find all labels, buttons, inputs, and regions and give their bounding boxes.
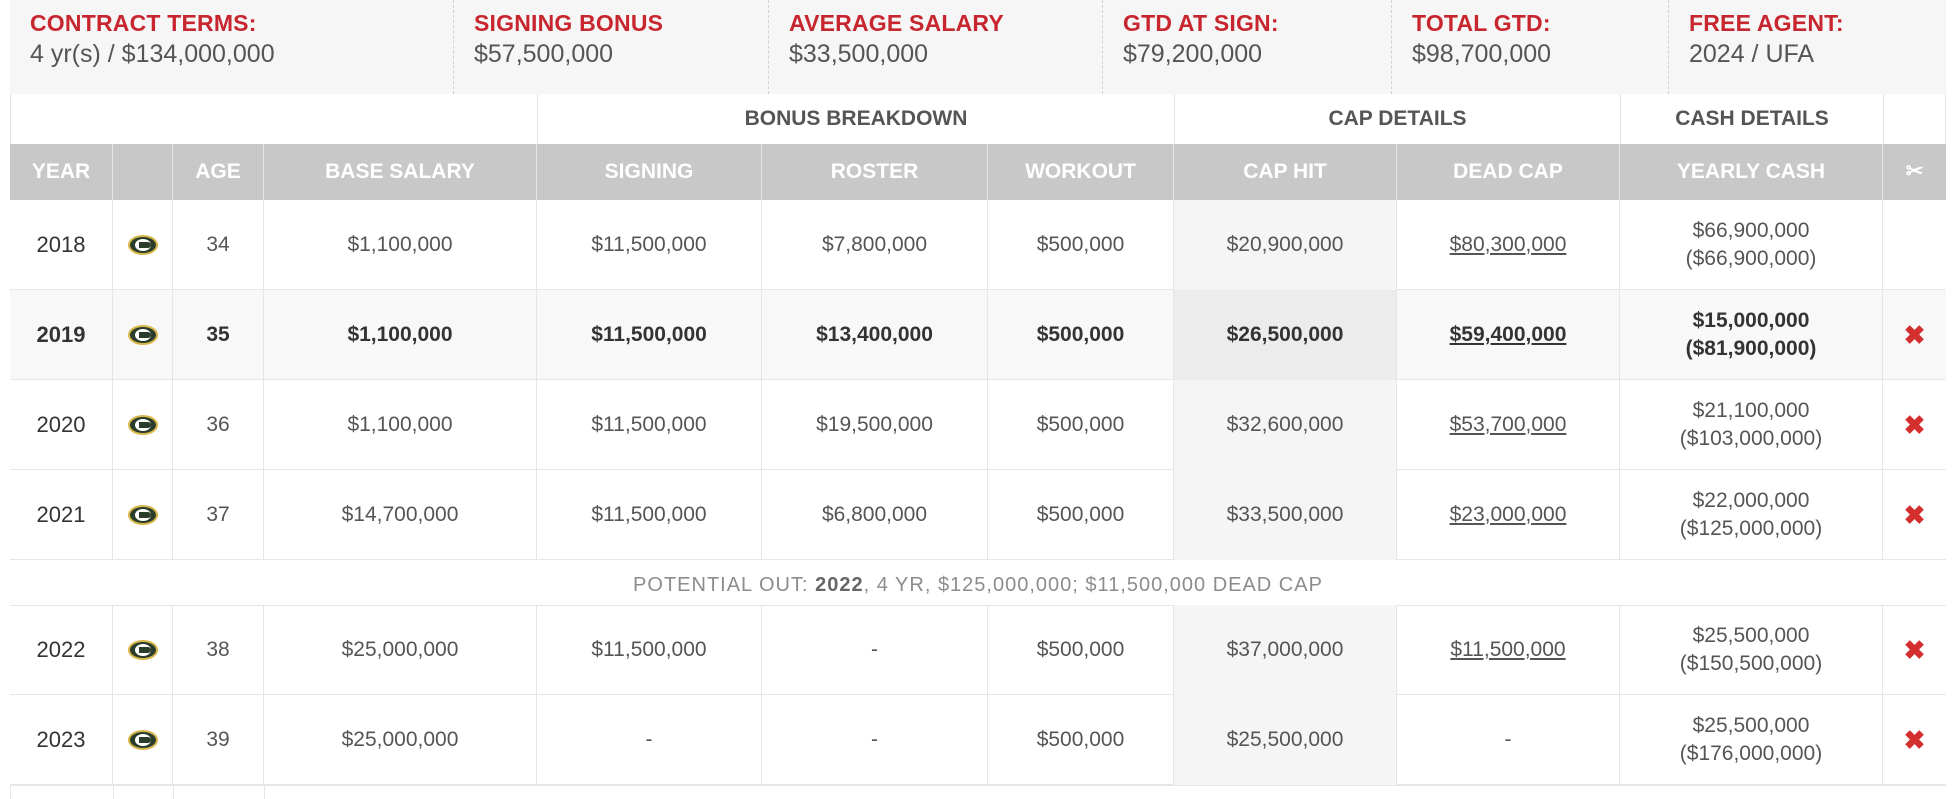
col-roster[interactable]: ROSTER bbox=[762, 144, 988, 200]
potential-out-note bbox=[10, 565, 1946, 606]
cell-base-salary: $1,100,000 bbox=[264, 290, 537, 380]
summary-free-agent bbox=[1669, 0, 1946, 94]
cell-cut bbox=[1883, 380, 1946, 470]
cell-cut bbox=[1883, 470, 1946, 560]
table-row bbox=[10, 605, 1946, 695]
cell-dead-cap bbox=[1397, 200, 1620, 290]
cell-base-salary: $14,700,000 bbox=[264, 470, 537, 560]
cash-value: $25,500,000 bbox=[1692, 714, 1810, 737]
cell-yearly-cash bbox=[1620, 200, 1883, 290]
summary-label: TOTAL GTD: bbox=[1412, 10, 1551, 36]
release-x-icon[interactable]: ✖ bbox=[1903, 725, 1926, 755]
dead-cap-link[interactable]: $59,400,000 bbox=[1449, 323, 1567, 346]
cell-yearly-cash bbox=[1620, 695, 1883, 785]
dead-cap-link[interactable]: $23,000,000 bbox=[1449, 503, 1567, 526]
cell-roster: $13,400,000 bbox=[762, 290, 988, 380]
cell-cut bbox=[1883, 200, 1946, 290]
cell-workout: $500,000 bbox=[988, 290, 1174, 380]
dead-cap-link[interactable]: $11,500,000 bbox=[1450, 638, 1566, 661]
group-header-row bbox=[10, 94, 1946, 144]
cell-workout: $500,000 bbox=[988, 470, 1174, 560]
table-row bbox=[10, 290, 1946, 380]
col-cap-hit[interactable]: CAP HIT bbox=[1174, 144, 1397, 200]
dead-cap-link[interactable]: $80,300,000 bbox=[1449, 233, 1567, 256]
col-signing[interactable]: SIGNING bbox=[537, 144, 762, 200]
potential-out-year: 2022 bbox=[815, 574, 864, 596]
cell-year: 2020 bbox=[10, 380, 113, 470]
cell-roster: $6,800,000 bbox=[762, 470, 988, 560]
cell-roster: - bbox=[762, 605, 988, 695]
summary-label: GTD AT SIGN: bbox=[1123, 10, 1279, 36]
packers-logo-icon bbox=[128, 505, 158, 525]
summary-value: $98,700,000 bbox=[1412, 40, 1552, 68]
cell-roster: - bbox=[762, 695, 988, 785]
cash-cumulative: ($66,900,000) bbox=[1685, 247, 1817, 270]
cell-roster: $19,500,000 bbox=[762, 380, 988, 470]
cash-cumulative: ($103,000,000) bbox=[1679, 427, 1823, 450]
cell-cap-hit: $33,500,000 bbox=[1174, 470, 1397, 560]
col-age[interactable]: AGE bbox=[173, 144, 264, 200]
group-empty bbox=[10, 94, 537, 144]
cell-dead-cap bbox=[1397, 605, 1620, 695]
summary-contract-terms bbox=[10, 0, 454, 94]
table-row-partial bbox=[10, 785, 1946, 799]
cash-cumulative: ($125,000,000) bbox=[1679, 517, 1823, 540]
cash-value: $22,000,000 bbox=[1692, 489, 1810, 512]
release-x-icon[interactable]: ✖ bbox=[1903, 635, 1926, 665]
potential-out-details: , 4 YR, $125,000,000; $11,500,000 DEAD CAP bbox=[863, 574, 1323, 596]
cash-cumulative: ($176,000,000) bbox=[1679, 742, 1823, 765]
packers-logo-icon bbox=[128, 415, 158, 435]
col-yearly-cash[interactable]: YEARLY CASH bbox=[1620, 144, 1883, 200]
cell-cap-hit: $26,500,000 bbox=[1174, 290, 1397, 380]
col-year[interactable]: YEAR bbox=[10, 144, 113, 200]
cell-age: 34 bbox=[173, 200, 264, 290]
release-x-icon[interactable]: ✖ bbox=[1903, 410, 1926, 440]
cash-value: $21,100,000 bbox=[1692, 399, 1810, 422]
cell-yearly-cash bbox=[1620, 605, 1883, 695]
packers-logo-icon bbox=[128, 730, 158, 750]
cell-team bbox=[113, 200, 173, 290]
col-dead-cap[interactable]: DEAD CAP bbox=[1397, 144, 1620, 200]
cell-workout: $500,000 bbox=[988, 200, 1174, 290]
potential-out-prefix: POTENTIAL OUT: bbox=[633, 574, 816, 596]
divider bbox=[113, 786, 114, 799]
table-row bbox=[10, 200, 1946, 290]
cell-base-salary: $25,000,000 bbox=[264, 695, 537, 785]
table-row bbox=[10, 470, 1946, 560]
release-x-icon[interactable]: ✖ bbox=[1903, 320, 1926, 350]
cell-workout: $500,000 bbox=[988, 605, 1174, 695]
cell-dead-cap bbox=[1397, 380, 1620, 470]
cell-team bbox=[113, 605, 173, 695]
cell-yearly-cash bbox=[1620, 290, 1883, 380]
summary-label: AVERAGE SALARY bbox=[789, 10, 1004, 36]
cell-year: 2022 bbox=[10, 605, 113, 695]
cell-signing: $11,500,000 bbox=[537, 380, 762, 470]
summary-total-gtd bbox=[1392, 0, 1669, 94]
cell-cap-hit: $25,500,000 bbox=[1174, 695, 1397, 785]
col-workout[interactable]: WORKOUT bbox=[988, 144, 1174, 200]
group-cap-details: CAP DETAILS bbox=[1174, 94, 1620, 144]
cell-base-salary: $1,100,000 bbox=[264, 380, 537, 470]
cell-team bbox=[113, 695, 173, 785]
cell-age: 35 bbox=[173, 290, 264, 380]
cash-value: $66,900,000 bbox=[1692, 219, 1810, 242]
dead-cap-link[interactable]: $53,700,000 bbox=[1449, 413, 1567, 436]
cell-year: 2019 bbox=[10, 290, 113, 380]
cell-cap-hit: $20,900,000 bbox=[1174, 200, 1397, 290]
cell-signing: $11,500,000 bbox=[537, 290, 762, 380]
cell-age: 39 bbox=[173, 695, 264, 785]
cell-year: 2018 bbox=[10, 200, 113, 290]
cell-cut bbox=[1883, 695, 1946, 785]
summary-value: $33,500,000 bbox=[789, 40, 929, 68]
col-base-salary[interactable]: BASE SALARY bbox=[264, 144, 537, 200]
cell-cut bbox=[1883, 290, 1946, 380]
cash-value: $15,000,000 bbox=[1692, 309, 1810, 332]
cell-age: 37 bbox=[173, 470, 264, 560]
dead-cap-value: - bbox=[1504, 728, 1512, 751]
divider bbox=[264, 786, 265, 799]
cash-cumulative: ($150,500,000) bbox=[1679, 652, 1823, 675]
cell-age: 36 bbox=[173, 380, 264, 470]
cell-base-salary: $25,000,000 bbox=[264, 605, 537, 695]
cell-yearly-cash bbox=[1620, 470, 1883, 560]
divider bbox=[173, 786, 174, 799]
cell-cap-hit: $37,000,000 bbox=[1174, 605, 1397, 695]
cell-signing: - bbox=[537, 695, 762, 785]
divider bbox=[10, 786, 11, 799]
cell-base-salary: $1,100,000 bbox=[264, 200, 537, 290]
cell-age: 38 bbox=[173, 605, 264, 695]
col-cut bbox=[1883, 144, 1946, 200]
summary-average-salary bbox=[769, 0, 1103, 94]
packers-logo-icon bbox=[128, 235, 158, 255]
cell-team bbox=[113, 470, 173, 560]
table-row bbox=[10, 380, 1946, 470]
cell-signing: $11,500,000 bbox=[537, 605, 762, 695]
contract-summary bbox=[10, 0, 1946, 95]
summary-value: 2024 / UFA bbox=[1689, 40, 1815, 68]
cell-dead-cap bbox=[1397, 470, 1620, 560]
cash-value: $25,500,000 bbox=[1692, 624, 1810, 647]
cell-signing: $11,500,000 bbox=[537, 200, 762, 290]
summary-gtd-at-sign bbox=[1103, 0, 1392, 94]
packers-logo-icon bbox=[128, 325, 158, 345]
column-header-row bbox=[10, 144, 1946, 200]
summary-label: FREE AGENT: bbox=[1689, 10, 1844, 36]
release-x-icon[interactable]: ✖ bbox=[1903, 500, 1926, 530]
summary-signing-bonus bbox=[454, 0, 769, 94]
group-bonus-breakdown: BONUS BREAKDOWN bbox=[537, 94, 1174, 144]
table-row bbox=[10, 695, 1946, 785]
summary-value: 4 yr(s) / $134,000,000 bbox=[30, 40, 275, 68]
summary-label: CONTRACT TERMS: bbox=[30, 10, 257, 36]
cell-workout: $500,000 bbox=[988, 695, 1174, 785]
group-cash-details: CASH DETAILS bbox=[1620, 94, 1883, 144]
cell-year: 2021 bbox=[10, 470, 113, 560]
group-empty-end bbox=[1883, 94, 1946, 144]
col-team bbox=[113, 144, 173, 200]
scissors-icon: ✂ bbox=[1905, 160, 1924, 183]
cell-roster: $7,800,000 bbox=[762, 200, 988, 290]
cell-team bbox=[113, 380, 173, 470]
summary-label: SIGNING BONUS bbox=[474, 10, 664, 36]
cell-cut bbox=[1883, 605, 1946, 695]
cell-cap-hit: $32,600,000 bbox=[1174, 380, 1397, 470]
cell-signing: $11,500,000 bbox=[537, 470, 762, 560]
cell-year: 2023 bbox=[10, 695, 113, 785]
packers-logo-icon bbox=[128, 640, 158, 660]
cash-cumulative: ($81,900,000) bbox=[1685, 337, 1817, 360]
summary-value: $57,500,000 bbox=[474, 40, 614, 68]
summary-value: $79,200,000 bbox=[1123, 40, 1263, 68]
cell-dead-cap bbox=[1397, 695, 1620, 785]
cell-team bbox=[113, 290, 173, 380]
cell-yearly-cash bbox=[1620, 380, 1883, 470]
cell-workout: $500,000 bbox=[988, 380, 1174, 470]
cell-dead-cap bbox=[1397, 290, 1620, 380]
